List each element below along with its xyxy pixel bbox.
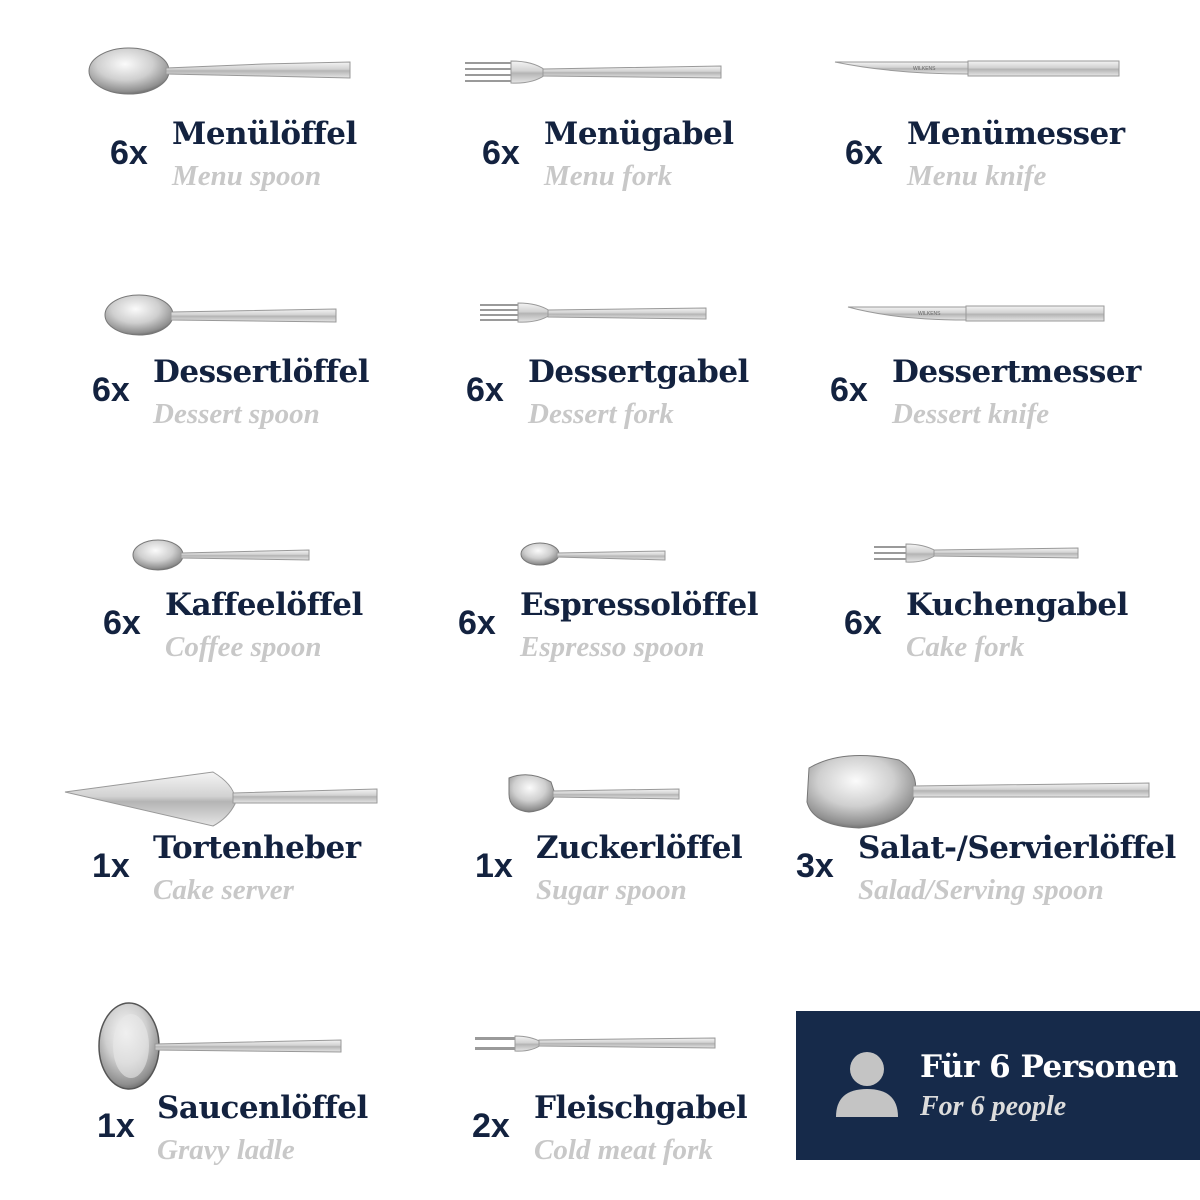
quantity: 2x [472, 1107, 510, 1145]
english-name: Gravy ladle [157, 1134, 295, 1166]
german-name: Dessertmesser [892, 354, 1141, 390]
dessert-spoon-icon [103, 292, 340, 340]
persons-badge [796, 1011, 1200, 1160]
menu-spoon-icon [88, 44, 353, 100]
english-name: Dessert spoon [153, 398, 320, 430]
menu-fork-icon [463, 58, 725, 88]
gravy-ladle-icon [97, 1000, 345, 1092]
german-name: Zuckerlöffel [536, 830, 743, 866]
person-icon [834, 1049, 900, 1119]
quantity: 6x [844, 604, 882, 642]
espresso-spoon-icon [519, 541, 669, 569]
english-name: Menu fork [544, 160, 673, 192]
english-name: Dessert knife [892, 398, 1050, 430]
badge-english-text: For 6 people [920, 1091, 1067, 1122]
german-name: Dessertlöffel [153, 354, 370, 390]
quantity: 1x [92, 847, 130, 885]
german-name: Dessertgabel [528, 354, 749, 390]
english-name: Sugar spoon [536, 874, 687, 906]
english-name: Dessert fork [528, 398, 674, 430]
serving-spoon-icon [803, 752, 1153, 832]
english-name: Salad/Serving spoon [858, 874, 1104, 906]
meat-fork-icon [473, 1032, 719, 1056]
svg-text:WILKENS: WILKENS [913, 66, 936, 72]
quantity: 6x [830, 371, 868, 409]
dessert-knife-icon [846, 303, 1108, 327]
english-name: Espresso spoon [520, 631, 705, 663]
quantity: 6x [845, 134, 883, 172]
quantity: 6x [466, 371, 504, 409]
quantity: 1x [97, 1107, 135, 1145]
german-name: Fleischgabel [534, 1090, 748, 1126]
english-name: Coffee spoon [165, 631, 322, 663]
cake-fork-icon [872, 541, 1082, 567]
german-name: Kuchengabel [906, 587, 1128, 623]
coffee-spoon-icon [131, 538, 313, 574]
sugar-spoon-icon [505, 772, 683, 816]
quantity: 6x [110, 134, 148, 172]
quantity: 3x [796, 847, 834, 885]
menu-knife-icon [833, 58, 1123, 82]
svg-text:WILKENS: WILKENS [918, 311, 941, 317]
german-name: Salat-/Servierlöffel [858, 830, 1176, 866]
english-name: Cake fork [906, 631, 1025, 663]
german-name: Tortenheber [153, 830, 361, 866]
english-name: Cold meat fork [534, 1134, 713, 1166]
cake-server-icon [63, 770, 381, 830]
badge-german-text: Für 6 Personen [920, 1049, 1178, 1085]
german-name: Menümesser [907, 116, 1125, 152]
german-name: Menügabel [544, 116, 734, 152]
german-name: Saucenlöffel [157, 1090, 368, 1126]
quantity: 6x [92, 371, 130, 409]
quantity: 6x [458, 604, 496, 642]
dessert-fork-icon [478, 300, 710, 328]
english-name: Cake server [153, 874, 294, 906]
quantity: 1x [475, 847, 513, 885]
german-name: Espressolöffel [520, 587, 759, 623]
quantity: 6x [103, 604, 141, 642]
german-name: Kaffeelöffel [165, 587, 363, 623]
english-name: Menu knife [907, 160, 1047, 192]
quantity: 6x [482, 134, 520, 172]
english-name: Menu spoon [172, 160, 322, 192]
german-name: Menülöffel [172, 116, 357, 152]
